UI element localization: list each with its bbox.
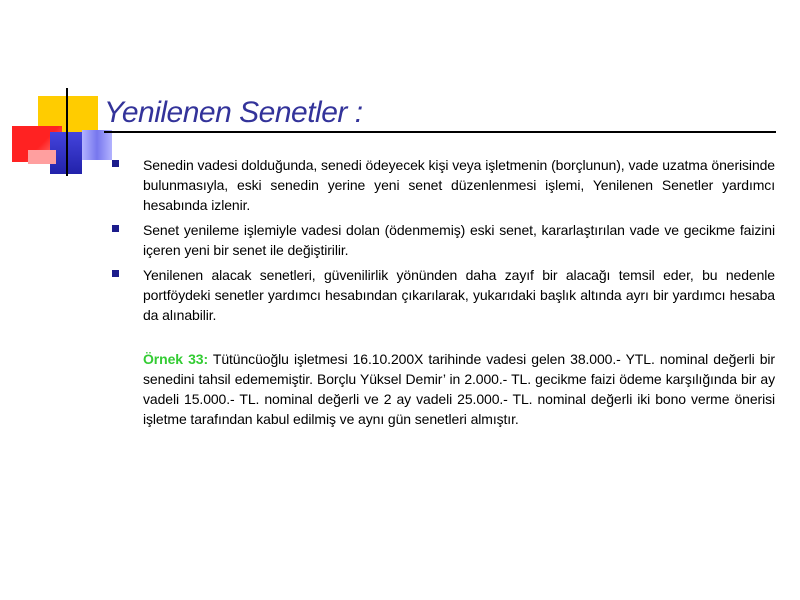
title-divider xyxy=(104,131,776,133)
bullet-text: Senedin vadesi dolduğunda, senedi ödeyecek kişi veya işletmenin (borçlunun), vade uzatma önerisinde bulunmasıyla, eski senedin yerine yeni senet düzenlenmesi işlemi, Yenilenen Senetler yardımcı hesabında izlenir. xyxy=(143,157,775,213)
example-text: Tütüncüoğlu işletmesi 16.10.200X tarihinde vadesi gelen 38.000.- YTL. nominal değerli bir senedini tahsil edememiştir. Borçlu Yüksel Demir’ in 2.000.- TL. gecikme faizi ödeme karşılığında bir ay vadeli 15.000.- TL. nominal değerli ve 2 ay vadeli 25.000.- TL. nominal değerli iki bono verme önerisi işletme tarafından kabul edilmiş ve aynı gün senetleri almıştır. xyxy=(143,351,775,427)
bullet-item xyxy=(110,155,775,215)
bullet-item xyxy=(110,220,775,260)
bullet-item xyxy=(110,265,775,325)
bullet-text: Yenilenen alacak senetleri, güvenilirlik yönünden daha zayıf bir alacağı temsil eder, bu nedenle portföydeki senetler yardımcı hesabından çıkarılarak, yukarıdaki başlık altında ayrı bir yardımcı hesaba da alınabilir. xyxy=(143,267,775,323)
example-label: Örnek 33: xyxy=(143,351,209,367)
slide-title: Yenilenen Senetler : xyxy=(104,96,363,129)
square-bullet-icon xyxy=(112,225,119,232)
bullet-text: Senet yenileme işlemiyle vadesi dolan (ödenmemiş) eski senet, kararlaştırılan vade ve gecikme faizini içeren yeni bir senet ile değiştirilir. xyxy=(143,222,775,258)
slide-content xyxy=(110,155,775,429)
square-bullet-icon xyxy=(112,270,119,277)
example-paragraph xyxy=(110,349,775,429)
decorative-squares-logo xyxy=(0,0,120,190)
square-bullet-icon xyxy=(112,160,119,167)
